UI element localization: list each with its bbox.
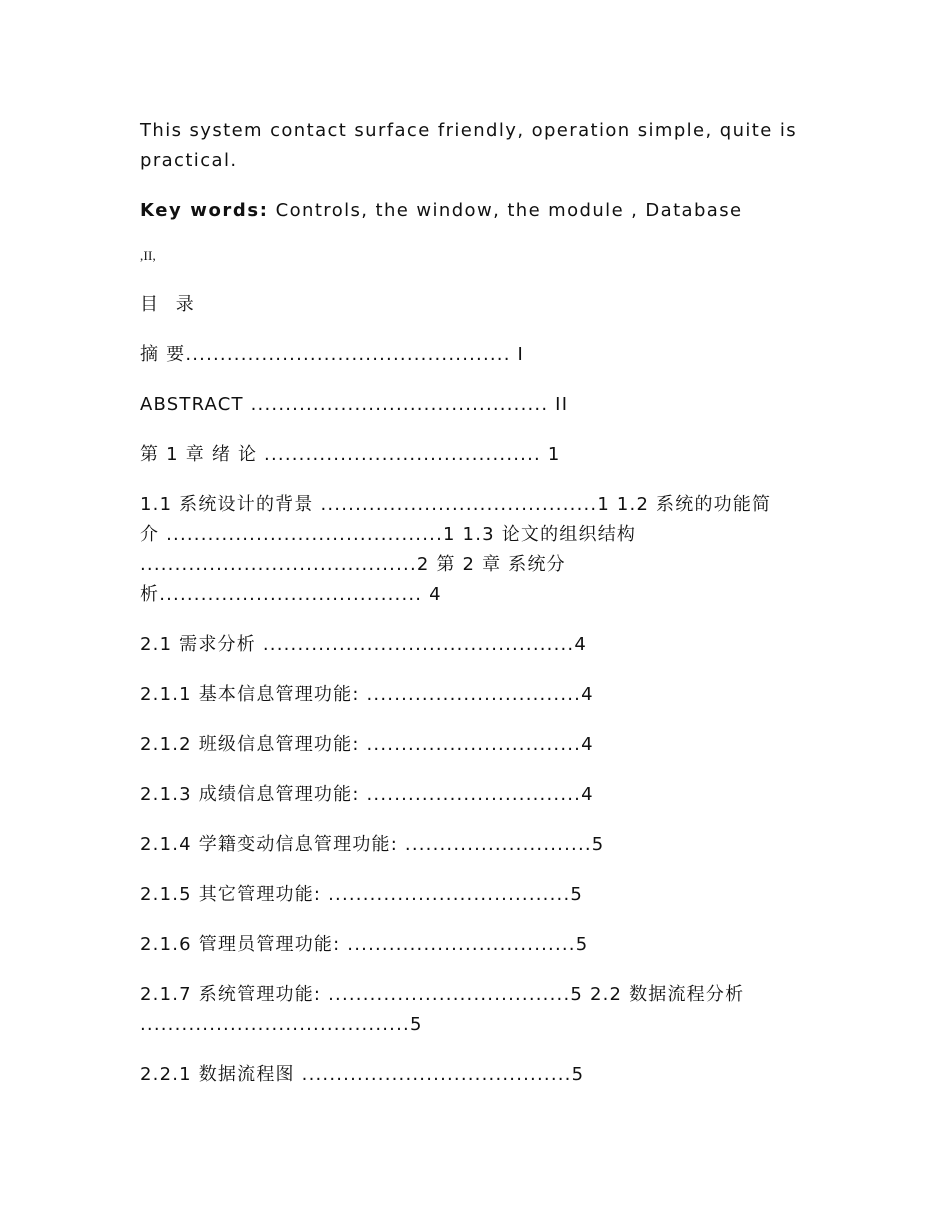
toc-entry-2-1-6: 2.1.6 管理员管理功能: .................................5 [140, 934, 589, 955]
toc-entry-2-2-1: 2.2.1 数据流程图 .......................................5 [140, 1064, 585, 1085]
toc-entry-2-1-2: 2.1.2 班级信息管理功能: ...............................4 [140, 734, 594, 755]
keywords-text: Controls, the window, the module , Database [268, 200, 743, 221]
toc-entry-2-1-4: 2.1.4 学籍变动信息管理功能: ...........................5 [140, 834, 605, 855]
toc-block-line: 1.1 系统设计的背景 ........................................1 1.2 系统的功能简 [140, 494, 772, 515]
toc-block-line: 2.1.7 系统管理功能: ...................................5 2.2 数据流程分析 [140, 984, 745, 1005]
toc-block-line: 析...................................... 4 [140, 584, 442, 605]
toc-entry-group-1 [140, 490, 810, 610]
page-number-marker: ,II, [140, 248, 156, 263]
toc-block-line: 介 ........................................1 1.3 论文的组织结构 [140, 524, 637, 545]
toc-block-line: .......................................5 [140, 1014, 423, 1035]
toc-entry-2-1-1: 2.1.1 基本信息管理功能: ...............................4 [140, 684, 594, 705]
keywords-paragraph [140, 196, 810, 226]
toc-entry-chapter-1: 第 1 章 绪 论 ........................................ 1 [140, 444, 561, 465]
toc-block-line: ........................................2 第 2 章 系统分 [140, 554, 566, 575]
toc-entry-2-1: 2.1 需求分析 .............................................4 [140, 634, 587, 655]
keywords-label: Key words: [140, 200, 269, 221]
abstract-closing-paragraph: This system contact surface friendly, operation simple, quite is practical. [140, 120, 798, 171]
toc-entry-group-2 [140, 980, 810, 1040]
page-content [140, 116, 810, 1110]
toc-title: 目 录 [140, 294, 200, 315]
toc-entry-2-1-3: 2.1.3 成绩信息管理功能: ...............................4 [140, 784, 594, 805]
toc-entry-2-1-5: 2.1.5 其它管理功能: ...................................5 [140, 884, 584, 905]
toc-entry-abstract-en: ABSTRACT ........................................... II [140, 394, 569, 415]
toc-entry-abstract-cn: 摘 要............................................... I [140, 344, 525, 365]
